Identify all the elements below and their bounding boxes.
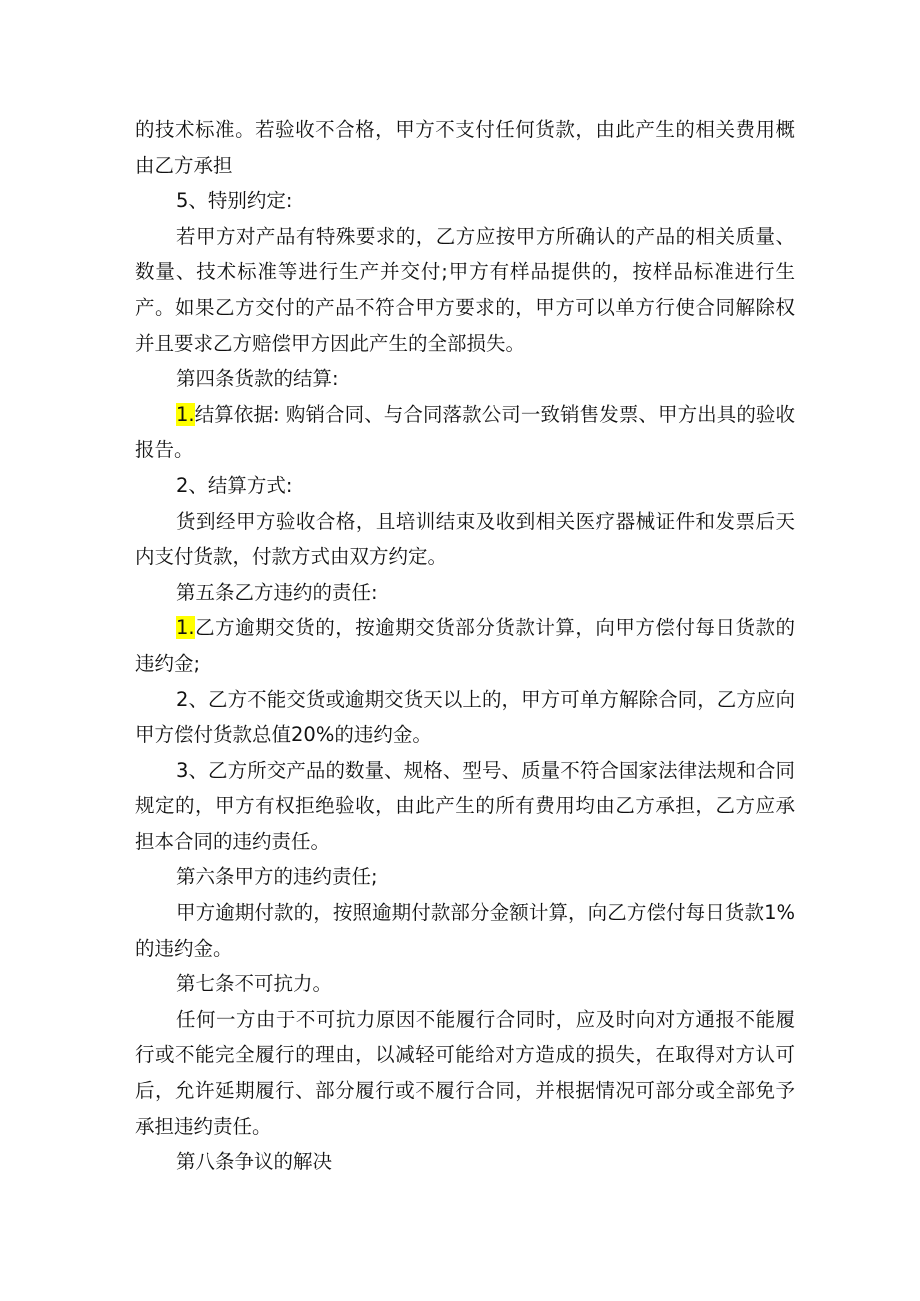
heading-settlement-method: 2、结算方式: <box>176 473 293 497</box>
heading-article-8-dispute-resolution: 第八条争议的解决 <box>176 1150 333 1174</box>
paragraph-force-majeure: 任何一方由于不可抗力原因不能履行合同时，应及时向对方通报不能履行或不能完全履行的理由，以减轻可能给对方造成的损失，在取得对方认可后，允许延期履行、部分履行或不履行合同，并根据情况可部分或全部免予承担违约责任。 <box>135 1007 795 1138</box>
highlighted-list-marker: 1. <box>176 402 195 426</box>
paragraph-nonconforming-products: 3、乙方所交产品的数量、规格、型号、质量不符合国家法律法规和合同规定的，甲方有权拒绝验收，由此产生的所有费用均由乙方承担，乙方应承担本合同的违约责任。 <box>135 758 795 853</box>
heading-special-agreement: 5、特别约定: <box>176 189 293 213</box>
document-body <box>135 112 795 1180</box>
heading-article-4-settlement: 第四条货款的结算: <box>176 367 339 391</box>
paragraph-non-delivery: 2、乙方不能交货或逾期交货天以上的，甲方可单方解除合同，乙方应向甲方偿付货款总值20%的违约金。 <box>135 687 795 747</box>
paragraph-acceptance-standard: 的技术标准。若验收不合格，甲方不支付任何货款，由此产生的相关费用概由乙方承担 <box>135 118 795 177</box>
paragraph-late-delivery: 1.乙方逾期交货的，按逾期交货部分货款计算，向甲方偿付每日货款的违约金; <box>135 616 795 675</box>
paragraph-settlement-basis: 1.结算依据: 购销合同、与合同落款公司一致销售发票、甲方出具的验收报告。 <box>135 402 795 462</box>
paragraph-late-payment: 甲方逾期付款的，按照逾期付款部分金额计算，向乙方偿付每日货款1%的违约金。 <box>135 901 795 960</box>
heading-article-7-force-majeure: 第七条不可抗力。 <box>176 972 333 996</box>
paragraph-special-requirements: 若甲方对产品有特殊要求的，乙方应按甲方所确认的产品的相关质量、数量、技术标准等进行生产并交付;甲方有样品提供的，按样品标准进行生产。如果乙方交付的产品不符合甲方要求的，甲方可以单方行使合同解除权并且要求乙方赔偿甲方因此产生的全部损失。 <box>135 224 795 355</box>
heading-article-5-party-b-liability: 第五条乙方违约的责任: <box>176 580 378 604</box>
highlighted-list-marker: 1. <box>176 616 195 640</box>
paragraph-payment-terms: 货到经甲方验收合格，且培训结束及收到相关医疗器械证件和发票后天内支付货款，付款方式由双方约定。 <box>135 509 795 569</box>
heading-article-6-party-a-liability: 第六条甲方的违约责任; <box>176 865 378 889</box>
